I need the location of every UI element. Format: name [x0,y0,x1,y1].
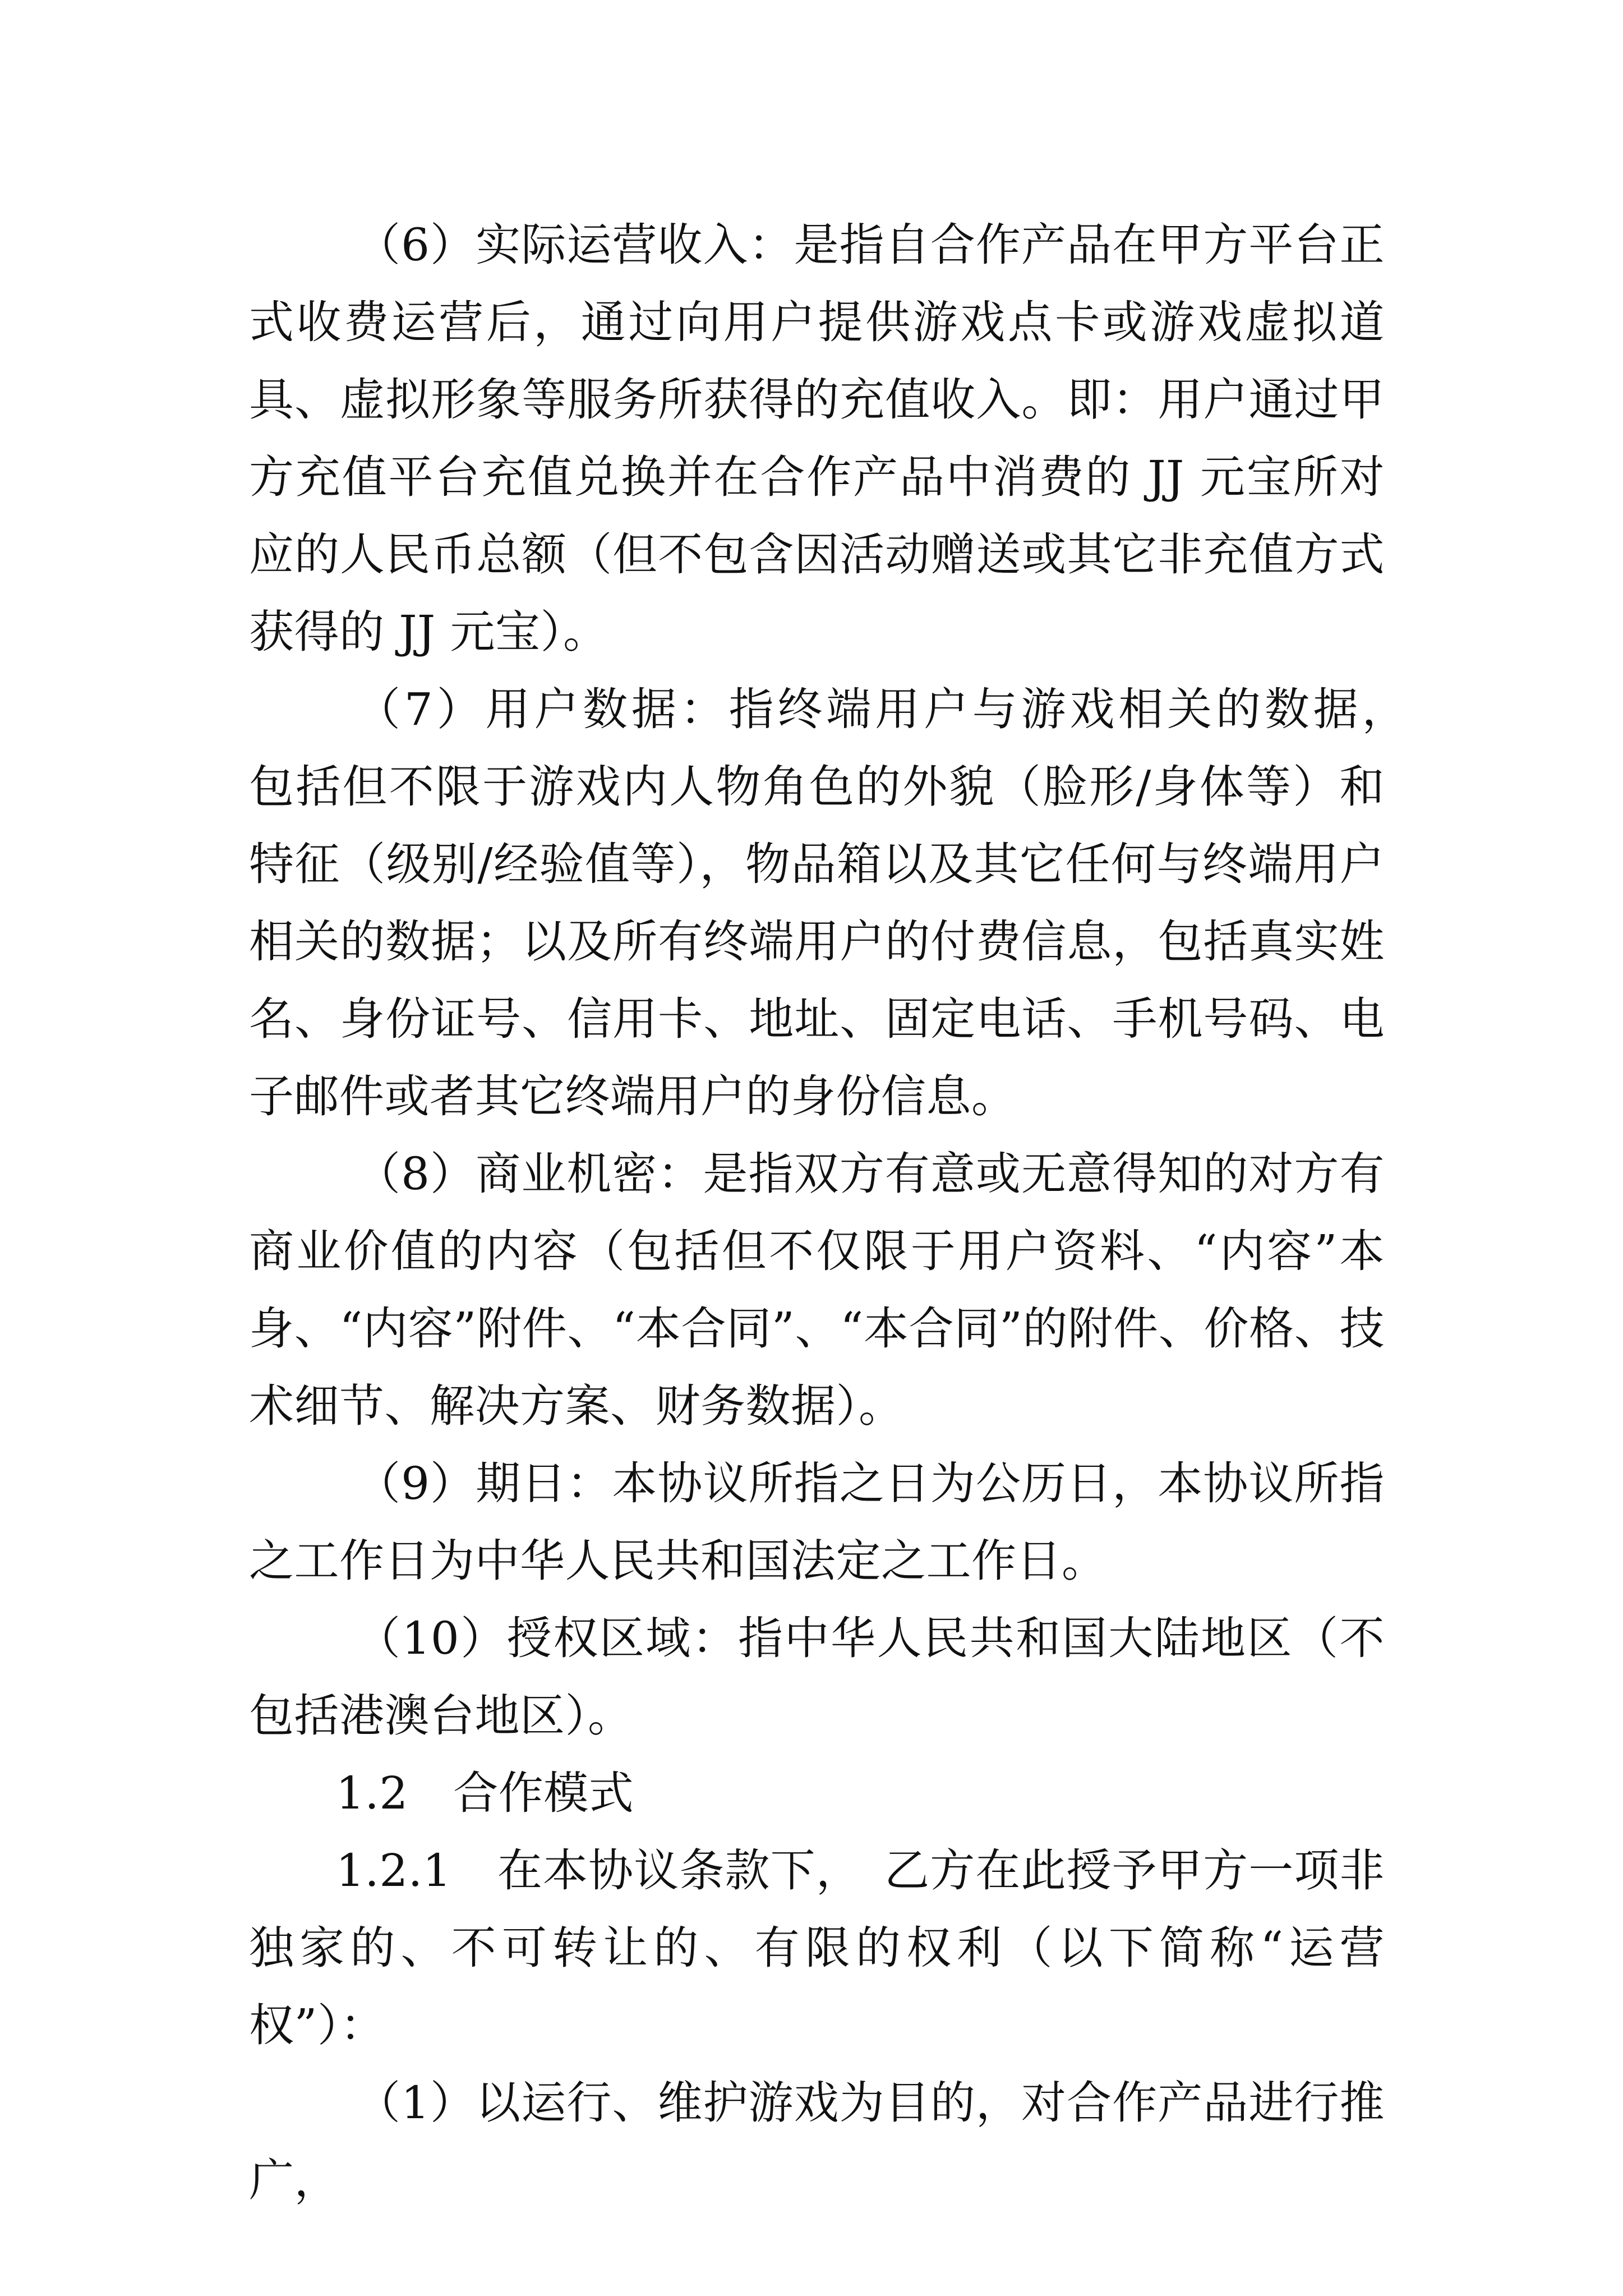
document-body [249,206,1430,2219]
paragraph-promotion: （1）以运行、维护游戏为目的，对合作产品进行推广， [249,2077,1385,2206]
section-heading-cooperation-mode: 1.2 合作模式 [336,1767,634,1819]
paragraph-operation-rights: 1.2.1 在本协议条款下， 乙方在此授予甲方一项非独家的、不可转让的、有限的权利（以下简称“运营权”）： [249,1844,1385,2051]
paragraph-actual-revenue: （6）实际运营收入：是指自合作产品在甲方平台正式收费运营后，通过向用户提供游戏点卡或游戏虚拟道具、虚拟形象等服务所获得的充值收入。即：用户通过甲方充值平台充值兑换并在合作产品中消费的 JJ 元宝所对应的人民币总额（但不包含因活动赠送或其它非充值方式获得的 JJ 元宝）。 [249,219,1385,658]
paragraph-authorized-region: （10）授权区域：指中华人民共和国大陆地区（不包括港澳台地区）。 [249,1612,1385,1742]
paragraph-user-data: （7）用户数据：指终端用户与游戏相关的数据， 包括但不限于游戏内人物角色的外貌（脸形/身体等）和特征（级别/经验值等），物品箱以及其它任何与终端用户相关的数据；以及所有终端用户的付费信息，包括真实姓名、身份证号、信用卡、地址、固定电话、手机号码、电子邮件或者其它终端用户的身份信息。 [249,683,1430,1122]
paragraph-dates: （9）期日：本协议所指之日为公历日，本协议所指之工作日为中华人民共和国法定之工作日。 [249,1457,1385,1587]
paragraph-trade-secrets: （8）商业机密：是指双方有意或无意得知的对方有商业价值的内容（包括但不仅限于用户资料、“内容”本身、“内容”附件、“本合同”、“本合同”的附件、价格、技术细节、解决方案、财务数据）。 [249,1148,1385,1432]
